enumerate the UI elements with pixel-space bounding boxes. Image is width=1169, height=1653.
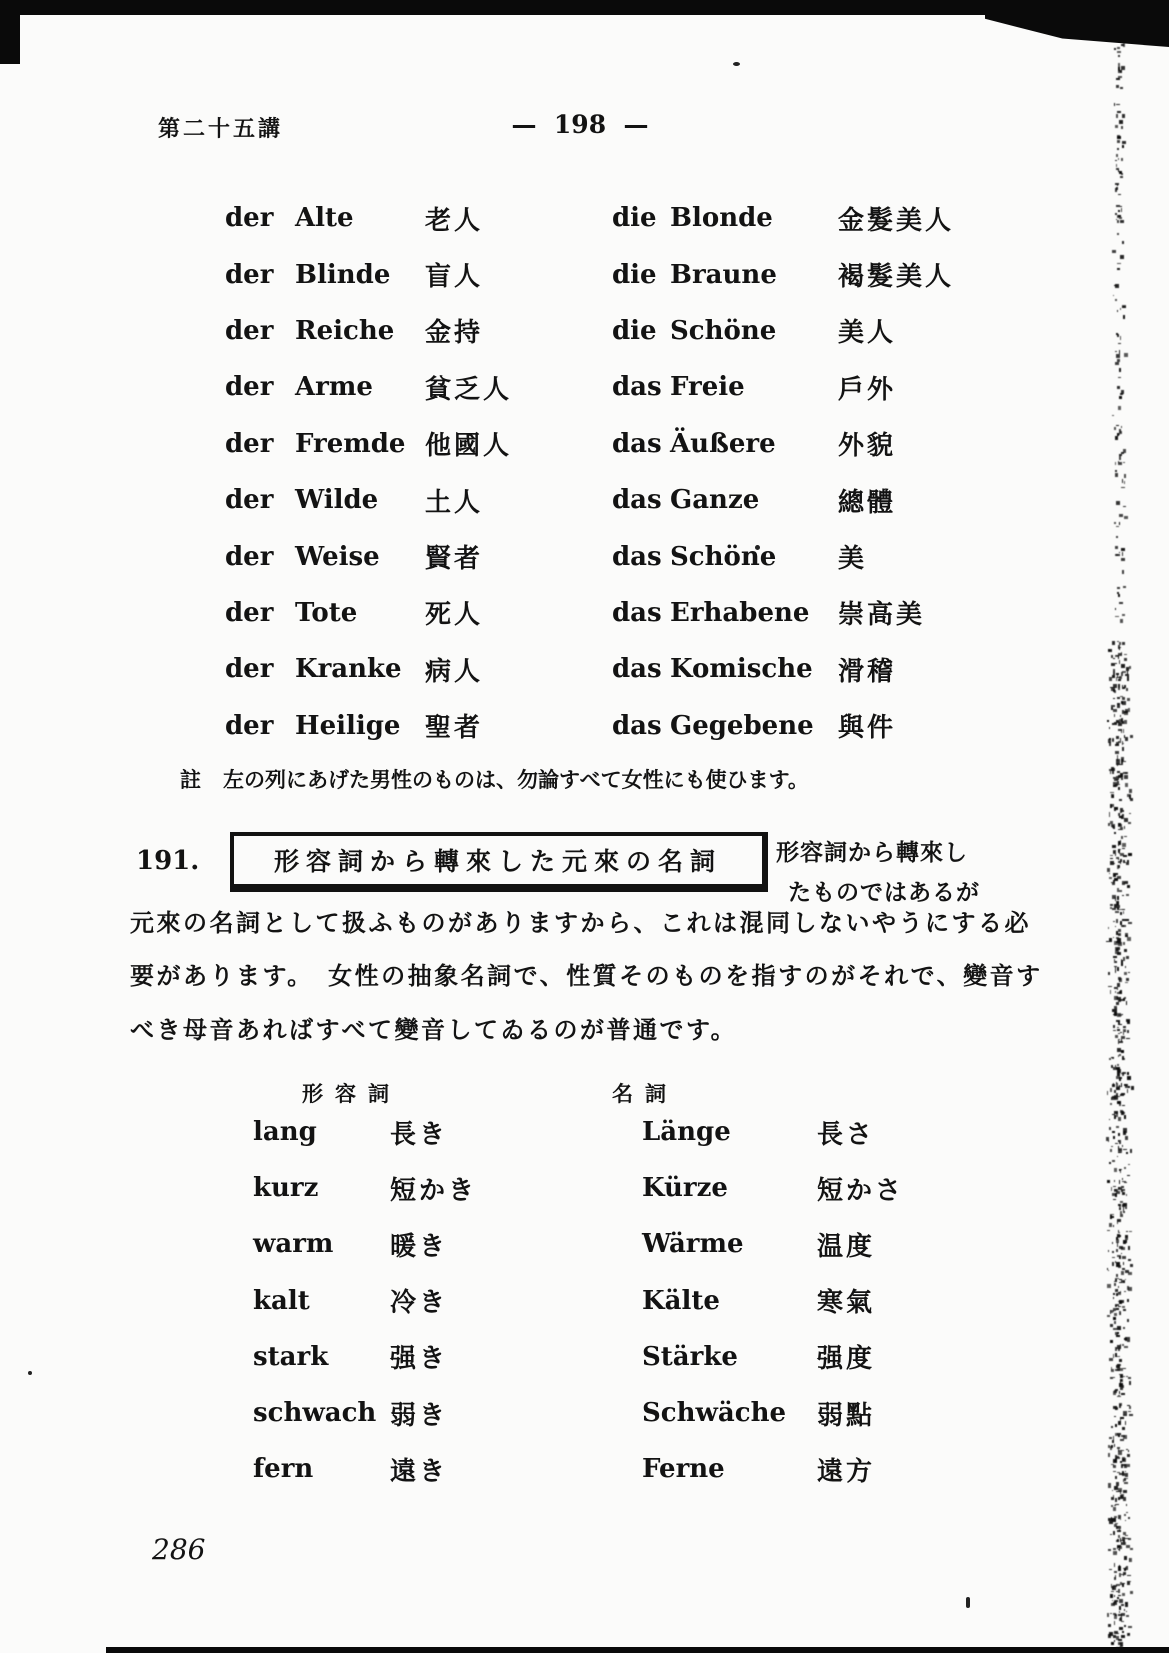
japanese-left: 他國人 [425,431,513,462]
adjective-japanese: 長き [390,1119,449,1150]
noun: Länge [642,1117,731,1148]
article-left: der [225,372,274,403]
vocab-row [225,359,1130,415]
noun: Kürze [642,1173,728,1204]
japanese-right: 總體 [838,487,897,518]
noun: Ferne [642,1454,725,1485]
japanese-left: 貧乏人 [425,374,513,405]
article-left: der [225,654,274,685]
german-word-right: Erhabene [670,597,810,628]
note-label: 註 [180,768,201,792]
noun-japanese: 弱點 [817,1400,876,1431]
article-left: der [225,597,274,628]
vocab-row [225,246,1130,302]
adjective: fern [253,1454,314,1485]
noun: Schwäche [642,1398,787,1429]
german-word-right: Schöne [670,315,777,346]
article-left: der [225,315,274,346]
column-header-noun: 名詞 [612,1082,678,1106]
noun-japanese: 强度 [817,1344,876,1375]
ink-speck [733,62,740,66]
japanese-right: 崇高美 [838,600,926,631]
japanese-left: 死人 [425,600,484,631]
page-number-header: — 198 — [511,110,649,139]
vocab-row [225,528,1130,584]
vocab-row [225,190,1130,246]
german-word-left: Tote [295,597,358,628]
japanese-right: 美 [838,544,868,575]
article-right: das [612,597,662,628]
german-word-left: Alte [295,203,354,234]
noun-japanese: 寒氣 [817,1288,876,1319]
section-side-text-1: 形容詞から轉來し [776,840,968,866]
german-word-right: Komische [670,654,813,685]
article-left: der [225,203,274,234]
japanese-right: 與件 [838,713,897,744]
adjective: kurz [253,1173,319,1204]
vocab-table [225,190,1130,754]
derived-nouns-table [253,1104,1053,1497]
vocab-row [225,641,1130,697]
vocab-row [225,698,1130,754]
noun-japanese: 長さ [817,1119,876,1150]
section-side-text-2: たものではあるが [788,880,980,906]
article-right: das [612,485,662,516]
derived-noun-row [253,1441,1053,1497]
article-right: das [612,541,662,572]
japanese-right: 褐髮美人 [838,262,955,293]
ink-speck [966,1597,970,1608]
derived-noun-row [253,1104,1053,1160]
chapter-heading: 第二十五講 [158,117,284,142]
german-word-right: Ganze [670,485,760,516]
japanese-left: 土人 [425,487,484,518]
derived-noun-row [253,1273,1053,1329]
article-right: das [612,654,662,685]
adjective: lang [253,1117,317,1148]
noun-japanese: 遠方 [817,1456,876,1487]
noun-japanese: 温度 [817,1231,876,1262]
adjective-japanese: 短かき [390,1175,478,1206]
column-header-adjective: 形容詞 [302,1082,401,1106]
german-word-right: Äußere [670,428,776,459]
german-word-left: Blinde [295,259,391,290]
noun: Stärke [642,1341,738,1372]
section-title-box [230,832,768,892]
german-word-left: Kranke [295,654,402,685]
paragraph-line-3: べき母音あればすべて變音してゐるのが普通です。 [130,1016,738,1044]
noun: Wärme [642,1229,744,1260]
article-right: das [612,372,662,403]
adjective-japanese: 遠き [390,1456,449,1487]
adjective-japanese: 弱き [390,1400,449,1431]
article-left: der [225,259,274,290]
vocab-row [225,303,1130,359]
paragraph-line-2: 要があります。 女性の抽象名詞で、性質そのものを指すのがそれで、變音す [130,962,1043,990]
vocab-row [225,472,1130,528]
article-right: das [612,710,662,741]
article-left: der [225,710,274,741]
japanese-left: 病人 [425,656,484,687]
japanese-right: 戶外 [838,374,897,405]
japanese-right: 金髮美人 [838,205,955,236]
adjective: stark [253,1341,329,1372]
german-word-left: Wilde [295,485,379,516]
japanese-right: 外貌 [838,431,897,462]
section-number: 191. [136,846,200,876]
adjective: schwach [253,1398,377,1429]
german-word-right: Braune [670,259,777,290]
note-text: 左の列にあげた男性のものは、勿論すべて女性にも使ひます。 [223,768,809,792]
section-title: 形容詞から轉來した元來の名詞 [273,847,722,876]
adjective-japanese: 强き [390,1344,449,1375]
page-number-footer: 286 [152,1533,206,1566]
japanese-left: 盲人 [425,262,484,293]
ink-speck [28,1371,32,1375]
japanese-left: 聖者 [425,713,484,744]
german-word-right: Schöne [670,541,777,572]
german-word-right: Blonde [670,203,773,234]
article-left: der [225,541,274,572]
scan-edge-top-left [0,0,20,64]
derived-noun-row [253,1329,1053,1385]
german-word-left: Fremde [295,428,406,459]
german-word-right: Gegebene [670,710,814,741]
noun: Kälte [642,1285,720,1316]
vocab-row [225,585,1130,641]
article-left: der [225,485,274,516]
japanese-right: 滑稽 [838,656,897,687]
vocab-row [225,416,1130,472]
adjective-japanese: 冷き [390,1288,449,1319]
paragraph-line-1: 元來の名詞として扱ふものがありますから、これは混同しないやうにする必 [130,909,1031,937]
derived-noun-row [253,1216,1053,1272]
note-line [180,764,809,794]
adjective: warm [253,1229,334,1260]
german-word-left: Reiche [295,315,395,346]
noun-japanese: 短かさ [817,1175,905,1206]
derived-noun-row [253,1160,1053,1216]
article-right: das [612,428,662,459]
adjective-japanese: 暖き [390,1231,449,1262]
article-left: der [225,428,274,459]
article-right: die [612,315,657,346]
adjective: kalt [253,1285,310,1316]
german-word-left: Heilige [295,710,401,741]
derived-noun-row [253,1385,1053,1441]
german-word-left: Arme [295,372,373,403]
japanese-left: 賢者 [425,544,484,575]
japanese-right: 美人 [838,318,897,349]
article-right: die [612,203,657,234]
scan-edge-bottom [106,1647,1169,1653]
german-word-right: Freie [670,372,745,403]
japanese-left: 老人 [425,205,484,236]
german-word-left: Weise [295,541,380,572]
japanese-left: 金持 [425,318,484,349]
article-right: die [612,259,657,290]
